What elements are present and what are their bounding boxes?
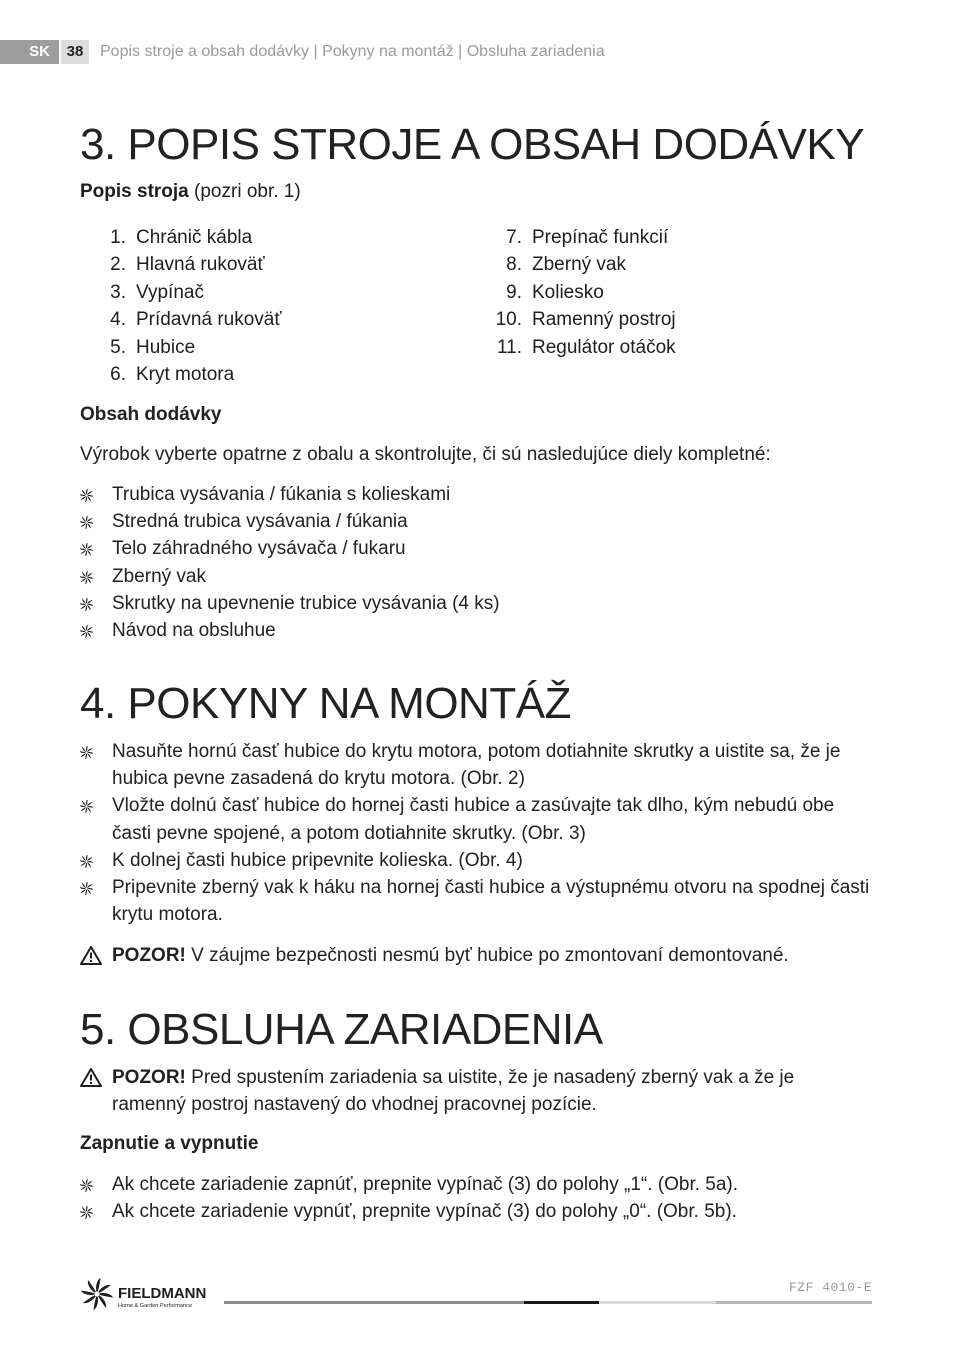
list-item xyxy=(80,617,870,644)
list-item-text: Zberný vak xyxy=(112,565,206,587)
flower-bullet-icon xyxy=(80,598,93,611)
part-label: Koliesko xyxy=(532,281,604,303)
list-item xyxy=(80,508,870,535)
section-3-heading: 3. POPIS STROJE A OBSAH DODÁVKY xyxy=(80,120,865,169)
montaz-list xyxy=(80,738,870,928)
page-header xyxy=(0,40,954,64)
fieldmann-logo xyxy=(80,1276,222,1312)
parts-list-left xyxy=(110,224,282,388)
part-label: Ramenný postroj xyxy=(532,309,676,331)
list-item-text: Telo záhradného vysávača / fukaru xyxy=(112,538,406,560)
warning-text: V záujme bezpečnosti nesmú byť hubice po zmontovaní demontované. xyxy=(185,945,789,966)
popis-label: Popis stroja xyxy=(80,181,189,202)
warning-triangle-icon xyxy=(80,1068,102,1087)
flower-bullet-icon xyxy=(80,1206,93,1219)
zapnutie-list xyxy=(80,1171,870,1225)
list-item-text: K dolnej časti hubice pripevnite kolieska. (Obr. 4) xyxy=(112,849,523,871)
footer-rule-mid xyxy=(524,1301,599,1304)
part-number: 11. xyxy=(496,336,522,358)
parts-list-right xyxy=(495,224,676,361)
warning-label: POZOR! xyxy=(112,1067,186,1088)
part-label: Hubice xyxy=(136,336,196,358)
part-item xyxy=(506,224,676,251)
part-number: 4. xyxy=(110,309,126,331)
flower-bullet-icon xyxy=(80,571,93,584)
part-item xyxy=(506,251,676,278)
footer-rule-right xyxy=(716,1301,872,1304)
flower-bullet-icon xyxy=(80,489,93,502)
part-item xyxy=(506,279,676,306)
section-5-heading: 5. OBSLUHA ZARIADENIA xyxy=(80,1005,603,1054)
part-number: 7. xyxy=(506,227,522,248)
section-4-heading: 4. POKYNY NA MONTÁŽ xyxy=(80,679,571,728)
part-number: 1. xyxy=(110,227,126,248)
part-item xyxy=(495,306,676,333)
part-item xyxy=(110,306,282,333)
part-label: Prídavná rukoväť xyxy=(136,309,282,331)
list-item xyxy=(80,481,870,508)
part-label: Chránič kábla xyxy=(136,227,253,248)
brand-tagline: Home & Garden Performance xyxy=(118,1303,192,1309)
list-item-text: Návod na obsluhue xyxy=(112,620,276,642)
fieldmann-fan-icon xyxy=(80,1276,222,1312)
part-number: 6. xyxy=(110,363,126,385)
list-item-text: Ak chcete zariadenie zapnúť, prepnite vypínač (3) do polohy „1“. (Obr. 5a). xyxy=(112,1174,739,1195)
obsah-list xyxy=(80,481,870,644)
list-item-text: Trubica vysávania / fúkania s kolieskami xyxy=(112,484,451,505)
brand-name: FIELDMANN xyxy=(118,1285,207,1302)
flower-bullet-icon xyxy=(80,543,93,556)
list-item xyxy=(80,1198,870,1225)
part-number: 5. xyxy=(110,336,126,358)
model-number: FZF 4010-E xyxy=(788,1280,872,1295)
part-label: Vypínač xyxy=(136,281,204,303)
flower-bullet-icon xyxy=(80,516,93,529)
page-number: 38 xyxy=(61,40,89,64)
footer-rule-light xyxy=(599,1301,716,1304)
list-item-text: Pripevnite zberný vak k háku na hornej časti hubice a výstupnému otvoru na spodnej časti krytu motora. xyxy=(112,877,870,926)
part-number: 3. xyxy=(110,281,126,303)
part-item xyxy=(110,251,281,278)
list-item-text: Skrutky na upevnenie trubice vysávania (4 ks) xyxy=(112,592,500,614)
flower-bullet-icon xyxy=(80,855,93,868)
part-label: Zberný vak xyxy=(532,254,626,276)
part-label: Kryt motora xyxy=(136,363,235,385)
warning-triangle-icon xyxy=(80,946,102,965)
part-number: 10. xyxy=(495,309,522,331)
list-item xyxy=(80,738,870,792)
warning-label: POZOR! xyxy=(112,945,186,966)
flower-bullet-icon xyxy=(80,1179,93,1192)
list-item-text: Nasuňte hornú časť hubice do krytu motora, potom dotiahnite skrutky a uistite sa, že je hubica pevne zasadená do krytu motora. (Obr. 2) xyxy=(112,741,841,790)
list-item-text: Ak chcete zariadenie vypnúť, prepnite vypínač (3) do polohy „0“. (Obr. 5b). xyxy=(112,1201,737,1223)
language-tab: SK xyxy=(0,40,59,64)
obsah-heading: Obsah dodávky xyxy=(80,404,222,425)
list-item xyxy=(80,874,870,928)
list-item-text: Vložte dolnú časť hubice do hornej časti hubice a zasúvajte tak dlho, kým nebudú obe časti pevne spojené, a potom dotiahnite skrutky. (Obr. 3) xyxy=(112,795,835,844)
flower-bullet-icon xyxy=(80,746,93,759)
header-title: Popis stroje a obsah dodávky | Pokyny na montáž | Obsluha zariadenia xyxy=(100,43,605,60)
warning-note-2 xyxy=(80,1064,870,1118)
popis-line xyxy=(80,180,301,204)
footer-rule-left xyxy=(224,1301,524,1304)
part-label: Regulátor otáčok xyxy=(532,336,676,358)
list-item xyxy=(80,1171,870,1198)
part-number: 8. xyxy=(506,254,522,276)
list-item xyxy=(80,847,870,874)
flower-bullet-icon xyxy=(80,800,93,813)
part-label: Hlavná rukoväť xyxy=(136,254,265,276)
popis-ref: (pozri obr. 1) xyxy=(188,181,301,202)
part-number: 9. xyxy=(506,281,522,303)
warning-note-1 xyxy=(80,942,870,969)
obsah-intro: Výrobok vyberte opatrne z obalu a skontrolujte, či sú nasledujúce diely kompletné: xyxy=(80,444,771,465)
list-item-text: Stredná trubica vysávania / fúkania xyxy=(112,511,408,533)
flower-bullet-icon xyxy=(80,882,93,895)
list-item xyxy=(80,590,870,617)
part-label: Prepínač funkcií xyxy=(532,227,669,248)
zapnutie-heading: Zapnutie a vypnutie xyxy=(80,1133,259,1154)
warning-text: Pred spustením zariadenia sa uistite, že je nasadený zberný vak a že je ramenný postroj nastavený do vhodnej pracovnej pozície. xyxy=(112,1067,795,1116)
part-item xyxy=(110,279,281,306)
part-item xyxy=(496,334,676,361)
flower-bullet-icon xyxy=(80,625,93,638)
part-item xyxy=(110,224,281,251)
part-number: 2. xyxy=(110,254,126,276)
part-item xyxy=(110,361,281,388)
list-item xyxy=(80,563,870,590)
list-item xyxy=(80,792,870,846)
part-item xyxy=(110,334,281,361)
list-item xyxy=(80,535,870,562)
